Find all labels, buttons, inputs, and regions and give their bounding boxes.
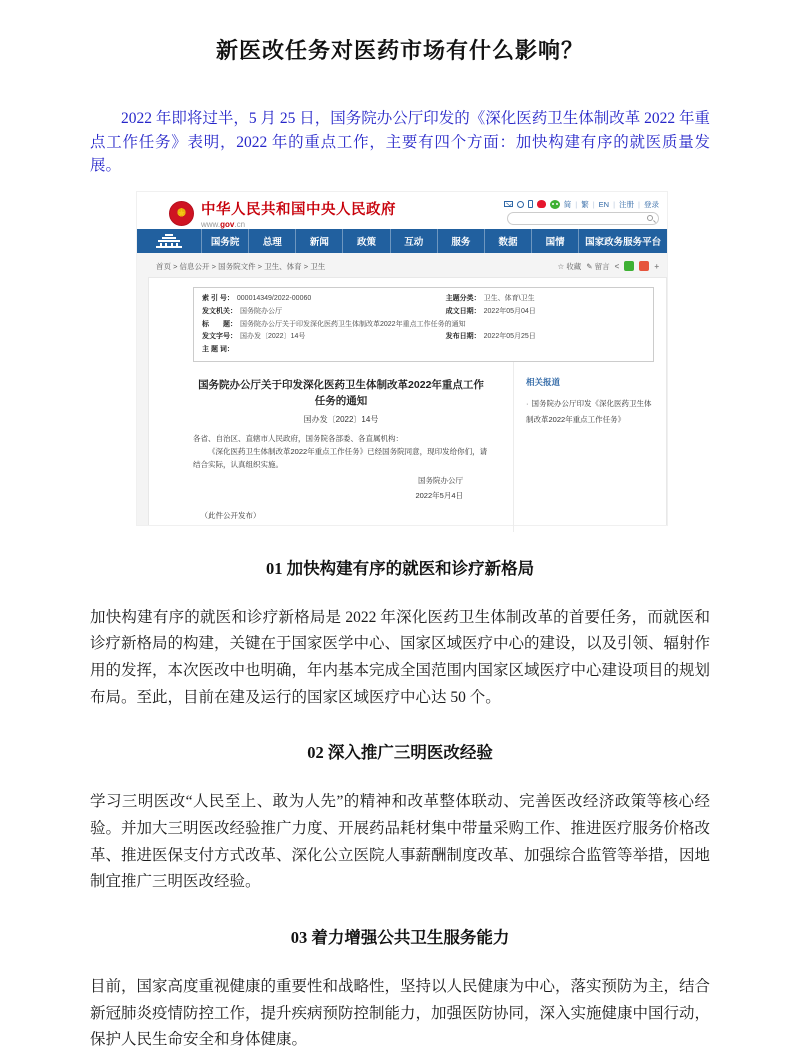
utility-bar [504, 199, 659, 210]
meta-index-label: 索 引 号： [202, 294, 234, 302]
meta-category-value: 卫生、体育\卫生 [483, 294, 535, 302]
page-actions [557, 261, 659, 272]
document-salutation: 各省、自治区、直辖市人民政府，国务院各部委、各直属机构： [193, 433, 403, 443]
section-1-heading: 01 加快构建有序的就医和诊疗新格局 [265, 558, 535, 578]
intro-paragraph: 2022 年即将过半，5 月 25 日，国务院办公厅印发的《深化医药卫生体制改革 2022 年重点工作任务》表明，2022 年的重点工作，主要有四个方面：加快构建有序的就医质量发展。 [90, 110, 711, 175]
section-2-body: 学习三明医改“人民至上、敢为人先”的精神和改革整体联动、完善医改经济政策等核心经验。并加大三明医改经验推广力度、开展药品耗材集中带量采购工作、推进医疗服务价格改革、推进医保支付方式改革、深化公立医院人事薪酬制度改革、加强综合监管等举措，因地制宜推广三明医改经验。 [90, 793, 711, 891]
comment-button[interactable]: ✎ 留言 [586, 261, 610, 271]
nav-item-shuju[interactable]: 数据 [484, 229, 531, 253]
section-2-heading: 02 深入推广三明医改经验 [307, 743, 493, 763]
page-title: 新医改任务对医药市场有什么影响？ [215, 38, 584, 63]
mail-icon[interactable] [504, 201, 513, 207]
home-tiananmen-icon[interactable] [137, 229, 201, 253]
meta-agency-value: 国务院办公厅 [240, 307, 282, 315]
related-heading: 相关报道 [526, 377, 561, 388]
lang-simplified-link[interactable]: 简 [563, 199, 572, 209]
lang-en-link[interactable]: EN [598, 199, 610, 209]
search-input[interactable] [507, 212, 659, 225]
govcn-content [137, 253, 667, 525]
meta-title-label: 标 题： [202, 320, 237, 328]
meta-publish-date-label: 发布日期： [445, 333, 481, 341]
meta-title-value: 国务院办公厅关于印发深化医药卫生体制改革2022年重点工作任务的通知 [240, 320, 466, 328]
mobile-icon[interactable] [528, 200, 533, 208]
favorite-button[interactable]: ☆ 收藏 [557, 261, 582, 271]
register-link[interactable]: 注册 [619, 199, 635, 209]
nav-item-fuwu[interactable]: 服务 [437, 229, 484, 253]
related-item-link[interactable]: · 国务院办公厅印发《深化医药卫生体制改革2022年重点工作任务》 [526, 396, 656, 428]
meta-category-label: 主题分类： [445, 294, 481, 302]
site-url [201, 220, 396, 229]
history-icon[interactable] [517, 201, 524, 208]
site-url-suffix: .cn [234, 219, 246, 229]
govcn-header [137, 192, 667, 229]
meta-agency-label: 发文机关： [202, 307, 237, 315]
login-link[interactable]: 登录 [644, 199, 659, 209]
share-icon[interactable]: < [614, 261, 620, 271]
document-note: （此件公开发布） [200, 511, 261, 521]
breadcrumb[interactable]: 首页 > 信息公开 > 国务院文件 > 卫生、体育 > 卫生 [156, 261, 326, 271]
meta-written-date-value: 2022年05月04日 [483, 307, 536, 315]
separator: | [638, 199, 640, 209]
related-reports [513, 362, 666, 532]
meta-keywords-label: 主 题 词： [202, 346, 234, 354]
document-meta-table [193, 287, 654, 363]
national-emblem-logo: ★ [169, 201, 194, 226]
separator: | [613, 199, 616, 209]
meta-publish-date-value: 2022年05月25日 [483, 333, 536, 341]
document-number: 国办发〔2022〕14号 [303, 414, 379, 424]
govcn-brand[interactable] [169, 198, 396, 229]
wechat-share-icon[interactable] [624, 261, 634, 271]
site-url-gov: gov [220, 219, 235, 229]
main-nav [137, 229, 667, 253]
section-3-body: 目前，国家高度重视健康的重要性和战略性，坚持以人民健康为中心，落实预防为主，结合新冠肺炎疫情防控工作，提升疾病预防控制能力，加强医防协同，深入实施健康中国行动，保护人民生命安全和身体健康。 [90, 977, 711, 1049]
wechat-icon[interactable] [550, 200, 560, 209]
nav-item-xinwen[interactable]: 新闻 [295, 229, 342, 253]
document-signer: 国务院办公厅 [418, 476, 463, 486]
search-icon[interactable] [647, 215, 653, 221]
site-name: 中华人民共和国中央人民政府 [201, 201, 396, 218]
meta-docno-value: 国办发〔2022〕14号 [240, 333, 306, 341]
document-date: 2022年5月4日 [415, 491, 463, 501]
separator: | [592, 199, 595, 209]
official-document [149, 362, 513, 532]
separator: | [575, 199, 578, 209]
nav-item-zhengce[interactable]: 政策 [342, 229, 389, 253]
meta-written-date-label: 成文日期： [445, 307, 481, 315]
nav-item-zongli[interactable]: 总理 [248, 229, 295, 253]
tiananmen-glyph [154, 234, 184, 248]
nav-item-hudong[interactable]: 互动 [390, 229, 437, 253]
weibo-icon[interactable] [537, 200, 546, 208]
nav-item-zhengwu-platform[interactable]: 国家政务服务平台 [578, 229, 667, 253]
section-1-body: 加快构建有序的就医和诊疗新格局是 2022 年深化医药卫生体制改革的首要任务，而就医和诊疗新格局的构建，关键在于国家医学中心、国家区域医疗中心的建设，以及引领、辐射作用的发挥，本次医改中也明确，年内基本完成全国范围内国家区域医疗中心建设项目的规划布局。至此，目前在建及运行的国家区域医疗中心达 50 个。 [90, 608, 711, 706]
more-share-icon[interactable]: + [654, 261, 659, 271]
document-title: 国务院办公厅关于印发深化医药卫生体制改革2022年重点工作任务的通知 [198, 379, 484, 408]
document-body: 《深化医药卫生体制改革2022年重点工作任务》已经国务院同意，现印发给你们，请结合实际，认真组织实施。 [193, 446, 488, 470]
weibo-share-icon[interactable] [639, 261, 649, 271]
site-url-prefix: www. [201, 219, 221, 229]
section-3-heading: 03 着力增强公共卫生服务能力 [290, 927, 510, 947]
nav-item-guowuyuan[interactable]: 国务院 [201, 229, 248, 253]
document-panel [148, 277, 667, 525]
nav-item-guoqing[interactable]: 国情 [531, 229, 578, 253]
govcn-screenshot [137, 192, 667, 525]
meta-docno-label: 发文字号： [202, 333, 237, 341]
lang-traditional-link[interactable]: 繁 [581, 199, 589, 209]
meta-index-value: 000014349/2022-00060 [236, 294, 312, 302]
